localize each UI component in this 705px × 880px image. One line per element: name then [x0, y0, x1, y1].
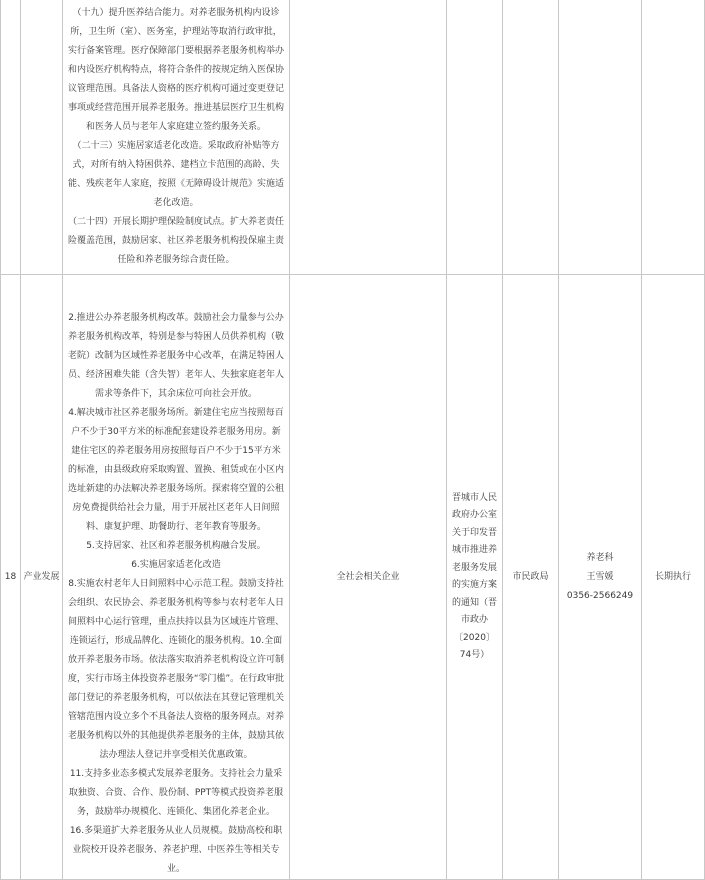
target-cell: 全社会相关企业	[290, 275, 447, 880]
policy-paragraph: 16.多渠道扩大养老服务从业人员规模。鼓励高校和职业院校开设养老服务、养老护理、中医养生等相关专业。	[69, 826, 283, 874]
policy-paragraph: （二十四）开展长期护理保险制度试点。扩大养老责任险覆盖范围，鼓励居家、社区养老服务机构投保雇主责任险和养老服务综合责任险。	[67, 217, 284, 265]
contact-cell	[559, 0, 642, 275]
contact-cell	[559, 275, 642, 880]
contact-phone: 0356-2566249	[566, 590, 634, 601]
notice-cell	[447, 275, 503, 880]
policy-paragraph: （十九）提升医养结合能力。对养老服务机构内设诊所，卫生所（室）、医务室，护理站等取消行政审批，实行备案管理。医疗保障部门要根据养老服务机构举办和内设医疗机构特点，将符合条件的按规定纳入医保协议管理范围。具备法人资格的医疗机构可通过变更登记事项或经营范围开展养老服务。推进基层医疗卫生机构和医务人员与老年人家庭建立签约服务关系。	[67, 8, 284, 132]
policy-paragraph: 6.实施居家适老化改造	[131, 560, 221, 570]
category-cell	[21, 0, 63, 275]
policy-paragraph: 2.推进公办养老服务机构改革。鼓励社会力量参与公办养老服务机构改革，特别是参与特困人员供养机构（敬老院）改制为区域性养老服务中心改革，在满足特困人员、经济困难失能（含失智）老年人、失独家庭老年人需求等条件下，其余床位可向社会开放。	[67, 313, 284, 399]
policy-content-cell	[63, 0, 290, 275]
department-cell: 市民政局	[503, 275, 559, 880]
contact-person: 王雪媛	[586, 571, 614, 582]
table-row	[1, 275, 705, 880]
target-cell	[290, 0, 447, 275]
duration-cell: 长期执行	[642, 275, 705, 880]
policy-paragraph: 4.解决城市社区养老服务场所。新建住宅应当按照每百户不少于30平方米的标准配套建设养老服务用房。新建住宅区的养老服务用房按照每百户不少于15平方米的标准，由县级政府采取购置、置换、租赁或在小区内选址新建的办法解决养老服务场所。探索将空置的公租房免费提供给社会力量，用于开展社区老年人日间照料、康复护理、助餐助行、老年教育等服务。	[67, 408, 284, 532]
policy-paragraph: 5.支持居家、社区和养老服务机构融合发展。	[86, 541, 266, 551]
duration-cell	[642, 0, 705, 275]
policy-paragraph: （二十三）实施居家适老化改造。采取政府补贴等方式，对所有纳入特困供养、建档立卡范围的高龄、失能、残疾老年人家庭，按照《无障碍设计规范》实施适老化改造。	[67, 141, 284, 208]
row-number-cell: 18	[1, 275, 21, 880]
contact-office: 养老科	[586, 552, 614, 563]
notice-cell	[447, 0, 503, 275]
policy-content-cell	[63, 275, 290, 880]
table-row	[1, 0, 705, 275]
notice-link[interactable]: 晋城市人民政府办公室关于印发晋城市推进养老服务发展的实施方案的通知（晋市政办〔2020〕74号）	[451, 492, 497, 660]
category-cell: 产业发展	[21, 275, 63, 880]
policy-paragraph: 8.实施农村老年人日间照料中心示范工程。鼓励支持社会组织、农民协会、养老服务机构等参与农村老年人日间照料中心运行管理，重点扶持以县为区域连片管理、连锁运行，形成品牌化、连锁化的服务机构。10.全面放开养老服务市场。依法落实取消养老机构设立许可制度，实行市场主体投资养老服务“零门槛”。在行政审批部门登记的养老服务机构，可以依法在其登记管理机关管辖范围内设立多个不具备法人资格的服务网点。对养老服务机构以外的其他提供养老服务的主体，鼓励其依法办理法人登记并享受相关优惠政策。	[67, 579, 285, 760]
department-cell	[503, 0, 559, 275]
policy-paragraph: 11.支持多业态多模式发展养老服务。支持社会力量采取独资、合资、合作、股份制、PPT等模式投资养老服务，鼓励举办规模化、连锁化、集团化养老企业。	[68, 769, 284, 817]
row-number-cell	[1, 0, 21, 275]
